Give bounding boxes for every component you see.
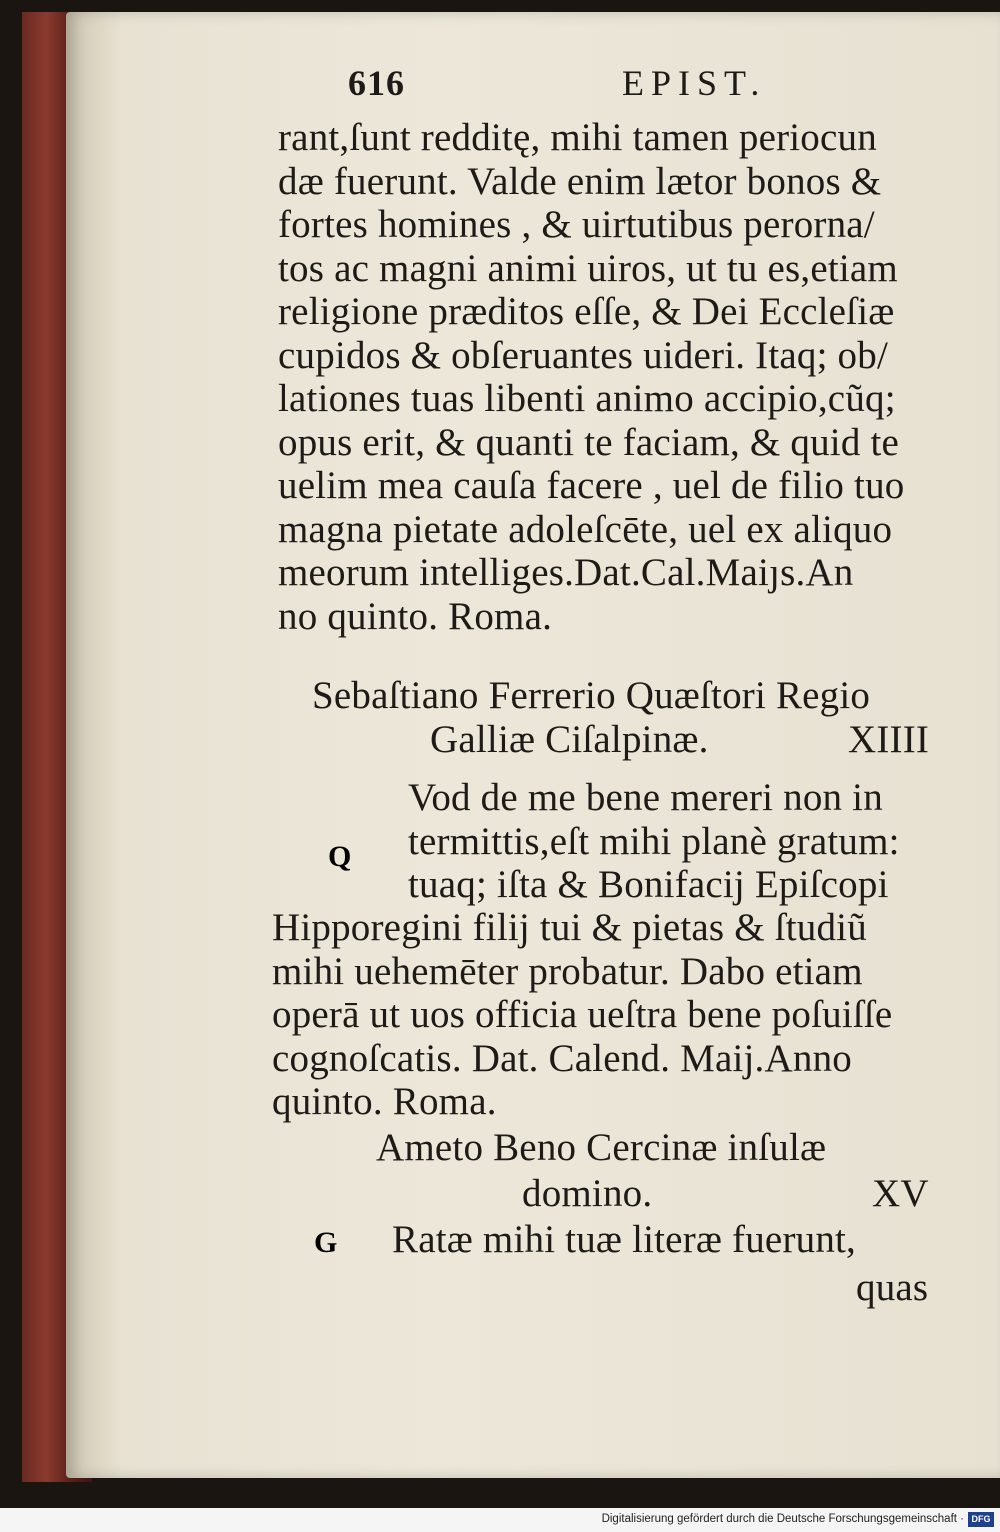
text-line: magna pietate adoleſcēte, uel ex aliquo <box>278 507 893 551</box>
letter-15-first-line: Ratæ mihi tuæ literæ fuerunt, <box>392 1218 857 1261</box>
catchword: quas <box>856 1266 929 1309</box>
text-line: cognoſcatis. Dat. Calend. Maij.Anno <box>272 1036 852 1080</box>
text-line: religione præditos eſſe, & Dei Eccleſiæ <box>278 290 895 333</box>
text-line: tuaq; iſta & Bonifacij Epiſcopi <box>408 863 889 906</box>
dfg-logo: DFG <box>968 1512 994 1527</box>
previous-letter-ending <box>278 116 905 638</box>
letter-15-heading-line-1: Ameto Beno Cercinæ inſulæ <box>376 1126 827 1169</box>
letter-14-body <box>272 906 892 1124</box>
letter-14-initial-guide: Q <box>328 840 352 873</box>
letter-14-heading-line-2: Galliæ Ciſalpinæ. <box>430 718 709 761</box>
text-line: quinto. Roma. <box>272 1080 497 1123</box>
text-line: meorum intelliges.Dat.Cal.Maiȷs.An <box>278 551 854 594</box>
text-line: fortes homines , & uirtutibus perorna/ <box>278 203 875 246</box>
text-line: rant,ſunt redditę, mihi tamen periocun <box>278 116 877 159</box>
text-line: Hipporegini filij tui & pietas & ſtudiũ <box>272 906 867 949</box>
text-line: lationes tuas libenti animo accipio,cũq; <box>278 377 896 420</box>
letter-14-body-indented <box>408 776 900 907</box>
text-line: no quinto. Roma. <box>278 594 553 638</box>
text-line: termittis,eſt mihi planè gratum: <box>408 819 900 863</box>
text-line: uelim mea cauſa facere , uel de filio tuo <box>278 464 905 507</box>
letter-15-initial-guide: G <box>314 1226 338 1259</box>
text-line: dæ fuerunt. Valde enim lætor bonos & <box>278 159 882 203</box>
digitization-footer <box>0 1508 1000 1532</box>
letter-14-heading-line-1: Sebaſtiano Ferrerio Quæſtori Regio <box>312 674 871 717</box>
text-line: tos ac magni animi uiros, ut tu es,etiam <box>278 246 898 290</box>
letter-14-number: XIIII <box>848 718 930 761</box>
letter-15-number: XV <box>872 1172 929 1215</box>
text-line: mihi uehemēter probatur. Dabo etiam <box>272 949 863 993</box>
page-number: 616 <box>348 63 405 103</box>
book-page <box>66 12 1000 1478</box>
text-line: cupidos & obſeruantes uideri. Itaq; ob/ <box>278 333 888 377</box>
footer-credit: Digitalisierung gefördert durch die Deutsche Forschungsgemeinschaft · <box>601 1513 964 1525</box>
text-line: Vod de me bene mereri non in <box>408 776 883 819</box>
letter-15-heading-line-2: domino. <box>522 1172 653 1215</box>
running-head: EPIST. <box>622 63 767 103</box>
text-line: operā ut uos officia ueſtra bene poſuiſſe <box>272 993 893 1036</box>
text-line: opus erit, & quanti te faciam, & quid te <box>278 420 900 464</box>
